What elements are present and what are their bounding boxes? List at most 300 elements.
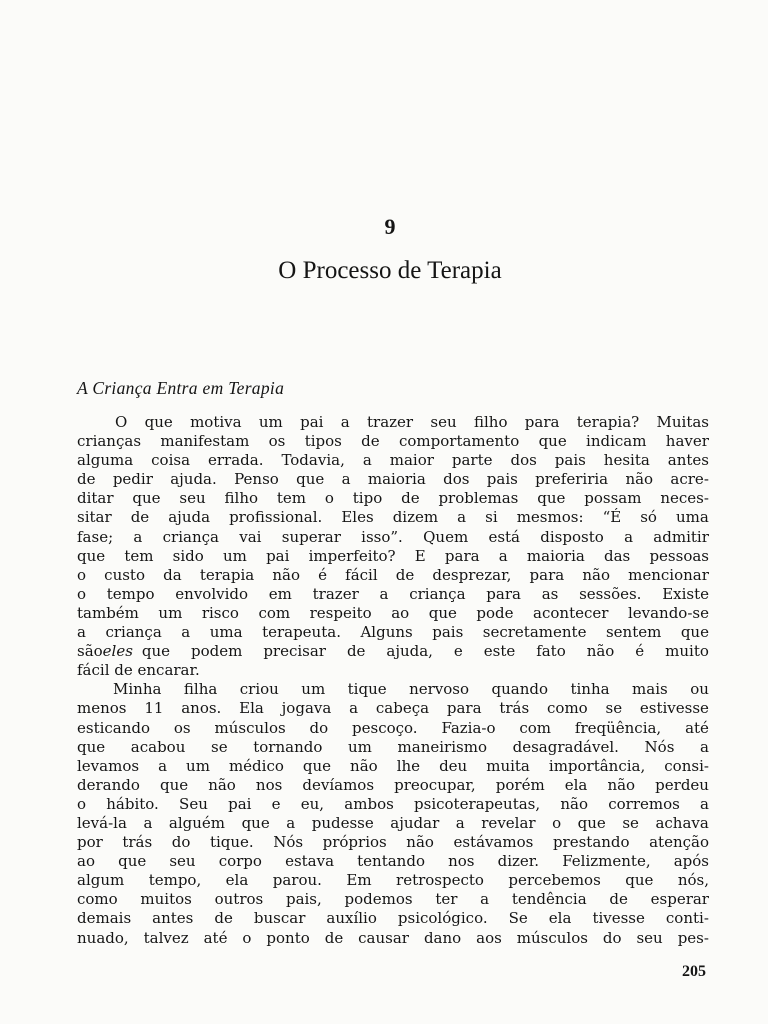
word: seu <box>169 852 196 871</box>
word: de <box>324 928 344 947</box>
word: Seu <box>179 794 208 813</box>
word: ponto <box>266 928 310 947</box>
word: até <box>685 718 709 737</box>
word: antes <box>667 451 709 470</box>
word: tentando <box>357 852 425 871</box>
word: não <box>586 642 615 661</box>
word: podemos <box>344 890 413 909</box>
word: as <box>541 584 559 603</box>
word: secretamente <box>482 623 587 642</box>
word: em <box>268 584 292 603</box>
word: fácil <box>345 565 378 584</box>
word: levando-se <box>627 603 709 622</box>
word: pai <box>300 413 324 431</box>
word: tempo <box>106 584 155 603</box>
word: neces- <box>660 489 709 508</box>
word: achava <box>655 813 709 832</box>
word: pedir <box>112 470 153 489</box>
word: mesmos: <box>516 508 584 527</box>
word: pais <box>486 470 518 489</box>
word: psicoterapeutas, <box>414 794 541 813</box>
word: a <box>133 527 143 546</box>
word: tivesse <box>592 909 645 928</box>
word: uma <box>209 623 243 642</box>
word: podem <box>191 642 243 661</box>
word: tipo <box>352 489 383 508</box>
word: médico <box>228 756 284 775</box>
word: um <box>258 413 283 431</box>
word: o <box>324 489 334 508</box>
word: por <box>77 833 103 852</box>
word: de <box>130 508 150 527</box>
word: si <box>485 508 498 527</box>
word: um <box>186 756 210 775</box>
word: que <box>77 546 106 565</box>
word: e <box>271 794 281 813</box>
text-line <box>77 680 709 699</box>
word: da <box>163 565 182 584</box>
text-line <box>77 776 709 795</box>
word: filho <box>473 413 508 431</box>
word: pes- <box>677 928 709 947</box>
word: e <box>453 642 463 661</box>
text-line <box>77 566 709 585</box>
word: acabou <box>130 737 186 756</box>
word: filha <box>183 680 218 699</box>
word: disposto <box>540 527 604 546</box>
word: Felizmente, <box>562 852 651 871</box>
word: muitos <box>140 890 192 909</box>
word: que <box>428 603 457 622</box>
word: os <box>268 432 286 451</box>
word: risco <box>201 603 239 622</box>
word: dizer. <box>497 852 540 871</box>
body-text <box>77 413 709 948</box>
word: errada. <box>207 451 264 470</box>
word: coisa <box>151 451 191 470</box>
word: o <box>77 794 87 813</box>
word: derando <box>77 775 140 794</box>
word: Ela <box>239 699 264 718</box>
word: dano <box>423 928 462 947</box>
word: sido <box>172 546 204 565</box>
word: nos <box>448 852 475 871</box>
word: possam <box>584 489 642 508</box>
word: ajuda <box>168 508 211 527</box>
word: pai <box>266 546 290 565</box>
word: atenção <box>649 833 709 852</box>
word: desprezar, <box>432 565 512 584</box>
word: terapia? <box>576 413 640 431</box>
word: com <box>258 603 291 622</box>
word: ajudar <box>390 813 440 832</box>
word: respeito <box>309 603 372 622</box>
word: corpo <box>218 852 262 871</box>
word: pais <box>432 623 464 642</box>
text-line <box>77 470 709 489</box>
word: pais <box>554 451 586 470</box>
word: antes <box>152 909 194 928</box>
word: não <box>560 794 588 813</box>
text-line <box>77 833 709 852</box>
text-line <box>77 757 709 776</box>
word: ao <box>77 852 95 871</box>
word: maior <box>389 451 434 470</box>
word: um <box>301 680 326 699</box>
word: profissional. <box>229 508 323 527</box>
word: parou. <box>272 871 322 890</box>
text-line <box>77 623 709 642</box>
word: Existe <box>662 584 709 603</box>
word: ditar <box>77 489 114 508</box>
text-line <box>77 852 709 871</box>
word: seu <box>636 928 663 947</box>
word: próprios <box>322 833 387 852</box>
word: trás <box>122 833 153 852</box>
word: para <box>444 546 480 565</box>
word: não <box>272 565 300 584</box>
word: que <box>296 470 325 489</box>
word: maioria <box>526 546 585 565</box>
word: ao <box>391 603 410 622</box>
text-line <box>77 547 709 566</box>
word: percebemos <box>508 871 601 890</box>
word: se <box>211 737 228 756</box>
word: trazer <box>312 584 359 603</box>
word: nos <box>255 775 283 794</box>
text-fragment <box>142 642 709 661</box>
word: para <box>446 699 482 718</box>
word: 11 <box>144 699 164 718</box>
text-line: fácil de encarar. <box>77 661 200 680</box>
word: a <box>181 623 191 642</box>
word: problemas <box>438 489 519 508</box>
word: está <box>488 527 520 546</box>
word: fase; <box>77 527 114 546</box>
word: superar <box>281 527 341 546</box>
word: a <box>362 451 372 470</box>
word: criança <box>162 527 219 546</box>
word: muita <box>486 756 530 775</box>
word: que <box>159 775 189 794</box>
word: a <box>624 527 634 546</box>
word: demais <box>77 909 132 928</box>
word: músculos <box>516 928 588 947</box>
word: motiva <box>190 413 242 431</box>
text-line <box>77 738 709 757</box>
word: corremos <box>608 794 680 813</box>
word: seu <box>179 489 206 508</box>
word: pai <box>228 794 252 813</box>
word: devíamos <box>302 775 375 794</box>
word: a <box>341 470 351 489</box>
word: uma <box>676 508 709 527</box>
word: a <box>349 699 359 718</box>
word: Em <box>346 871 372 890</box>
word: alguma <box>77 451 134 470</box>
chapter-title: O Processo de Terapia <box>278 257 502 284</box>
word: terapeuta. <box>262 623 341 642</box>
word: a <box>480 890 490 909</box>
word: que <box>77 737 106 756</box>
word: de <box>77 470 96 489</box>
word: que <box>302 756 332 775</box>
word: ela <box>548 909 572 928</box>
text-line <box>77 508 709 527</box>
word: dos <box>443 470 470 489</box>
word: um <box>158 603 183 622</box>
word: maioria <box>367 470 426 489</box>
text-line <box>77 489 709 508</box>
text-fragment: são <box>77 642 103 661</box>
word: precisar <box>263 642 326 661</box>
word: os <box>173 718 191 737</box>
word: não <box>208 775 236 794</box>
word: ela <box>564 775 588 794</box>
word: seu <box>430 413 457 431</box>
word: a <box>700 794 709 813</box>
word: pudesse <box>311 813 374 832</box>
word: preocupar, <box>394 775 476 794</box>
word: manifestam <box>160 432 250 451</box>
word: ambos <box>344 794 394 813</box>
word: Se <box>508 909 528 928</box>
word: comportamento <box>398 432 520 451</box>
word: não <box>607 775 636 794</box>
word: tempo, <box>148 871 202 890</box>
word: tendência <box>511 890 587 909</box>
word: tem <box>124 546 154 565</box>
word: que <box>680 623 709 642</box>
word: filho <box>224 489 259 508</box>
word: jogava <box>281 699 332 718</box>
word: envolvido <box>175 584 249 603</box>
word: nuado, <box>77 928 129 947</box>
word: terapia <box>199 565 255 584</box>
word: ela <box>225 871 249 890</box>
word: Eles <box>341 508 374 527</box>
word: que <box>625 871 654 890</box>
word: a <box>340 413 350 431</box>
word: se <box>622 813 639 832</box>
word: a <box>457 508 467 527</box>
word: criou <box>239 680 279 699</box>
word: O <box>115 413 128 431</box>
text-line <box>77 699 709 718</box>
word: esperar <box>650 890 709 909</box>
word: um <box>348 737 372 756</box>
word: com <box>519 718 552 737</box>
word: Nós <box>273 833 304 852</box>
word: sessões. <box>579 584 642 603</box>
word: tem <box>276 489 307 508</box>
word: consi- <box>664 756 709 775</box>
word: ter <box>435 890 458 909</box>
word: que <box>241 813 270 832</box>
word: pessoas <box>649 546 709 565</box>
text-line <box>77 528 709 547</box>
word: isso”. <box>361 527 403 546</box>
word: freqüência, <box>574 718 662 737</box>
text-line <box>77 585 709 604</box>
word: só <box>640 508 657 527</box>
word: não <box>406 833 434 852</box>
word: Minha <box>113 680 162 699</box>
word: levá-la <box>77 813 127 832</box>
word: a <box>77 623 86 642</box>
word: pescoço. <box>352 718 418 737</box>
word: mencionar <box>628 565 709 584</box>
word: de <box>401 489 420 508</box>
word: revelar <box>481 813 536 832</box>
word: auxílio <box>326 909 377 928</box>
emphasized-word: eles <box>102 642 133 661</box>
word: tinha <box>570 680 610 699</box>
word: o <box>242 928 252 947</box>
word: custo <box>104 565 145 584</box>
word: estivesse <box>639 699 709 718</box>
word: Todavia, <box>281 451 345 470</box>
word: se <box>605 699 623 718</box>
word: que <box>577 813 606 832</box>
word: estávamos <box>453 833 534 852</box>
word: acontecer <box>533 603 609 622</box>
word: tique <box>347 680 387 699</box>
word: do <box>602 928 622 947</box>
word: muito <box>665 642 709 661</box>
word: de <box>395 565 415 584</box>
word: ajuda. <box>170 470 217 489</box>
word: não <box>350 756 378 775</box>
word: do <box>171 833 191 852</box>
word: a <box>158 756 168 775</box>
word: não <box>625 470 654 489</box>
word: sitar <box>77 508 112 527</box>
word: hesita <box>603 451 650 470</box>
word: que <box>538 432 567 451</box>
text-line <box>77 929 709 948</box>
word: imperfeito? <box>308 546 396 565</box>
word: “É <box>602 508 622 527</box>
word: Alguns <box>360 623 413 642</box>
word: após <box>673 852 709 871</box>
word: algum <box>77 871 125 890</box>
word: tique. <box>209 833 254 852</box>
text-line <box>77 871 709 890</box>
word: Penso <box>234 470 279 489</box>
word: até <box>203 928 228 947</box>
word: nervoso <box>409 680 470 699</box>
word: do <box>309 718 329 737</box>
text-line <box>77 909 709 928</box>
word: fato <box>536 642 566 661</box>
word: a <box>143 813 153 832</box>
word: esticando <box>77 718 151 737</box>
section-heading: A Criança Entra em Terapia <box>77 378 285 398</box>
word: dos <box>510 451 537 470</box>
word: Muitas <box>656 413 709 431</box>
word: tipos <box>304 432 342 451</box>
page-number: 205 <box>682 963 706 980</box>
word: ajuda, <box>386 642 433 661</box>
word: pode <box>476 603 514 622</box>
word: menos <box>77 699 127 718</box>
word: nós, <box>677 871 709 890</box>
word: a <box>498 546 508 565</box>
text-line <box>77 413 709 432</box>
word: alguém <box>168 813 226 832</box>
word: a <box>455 813 465 832</box>
word: sentem <box>605 623 662 642</box>
word: perdeu <box>655 775 709 794</box>
word: Quem <box>423 527 469 546</box>
word: E <box>414 546 426 565</box>
word: desagradável. <box>512 737 619 756</box>
word: é <box>635 642 645 661</box>
word: aos <box>476 928 502 947</box>
word: o <box>77 565 87 584</box>
word: que <box>132 489 161 508</box>
text-line <box>77 451 709 470</box>
word: indicam <box>586 432 647 451</box>
word: para <box>486 584 521 603</box>
word: Fazia-o <box>441 718 496 737</box>
word: não <box>582 565 610 584</box>
word: que <box>141 642 171 661</box>
word: anos. <box>181 699 222 718</box>
word: é <box>318 565 328 584</box>
word: criança <box>409 584 466 603</box>
word: trazer <box>367 413 414 431</box>
word: prestando <box>552 833 630 852</box>
word: das <box>604 546 631 565</box>
text-line-with-emphasis <box>77 642 709 661</box>
word: um <box>222 546 247 565</box>
word: causar <box>358 928 409 947</box>
text-line <box>77 604 709 623</box>
word: que <box>537 489 566 508</box>
word: hábito. <box>106 794 159 813</box>
word: de <box>214 909 233 928</box>
text-line <box>77 795 709 814</box>
word: o <box>77 584 87 603</box>
chapter-number: 9 <box>384 214 396 239</box>
word: o <box>552 813 562 832</box>
word: talvez <box>143 928 189 947</box>
word: criança <box>105 623 162 642</box>
word: maneirismo <box>397 737 487 756</box>
word: músculos <box>214 718 286 737</box>
word: retrospecto <box>396 871 484 890</box>
text-line <box>77 432 709 451</box>
word: buscar <box>253 909 306 928</box>
word: como <box>547 699 588 718</box>
word: crianças <box>77 432 142 451</box>
word: mais <box>632 680 668 699</box>
word: Nós <box>644 737 675 756</box>
word: psicológico. <box>397 909 488 928</box>
word: parte <box>451 451 493 470</box>
word: de <box>361 432 380 451</box>
word: de <box>609 890 628 909</box>
word: levamos <box>77 756 140 775</box>
word: trás <box>499 699 530 718</box>
word: estava <box>285 852 335 871</box>
word: como <box>77 890 118 909</box>
word: preferiria <box>535 470 609 489</box>
word: eu, <box>300 794 325 813</box>
word: a <box>286 813 296 832</box>
